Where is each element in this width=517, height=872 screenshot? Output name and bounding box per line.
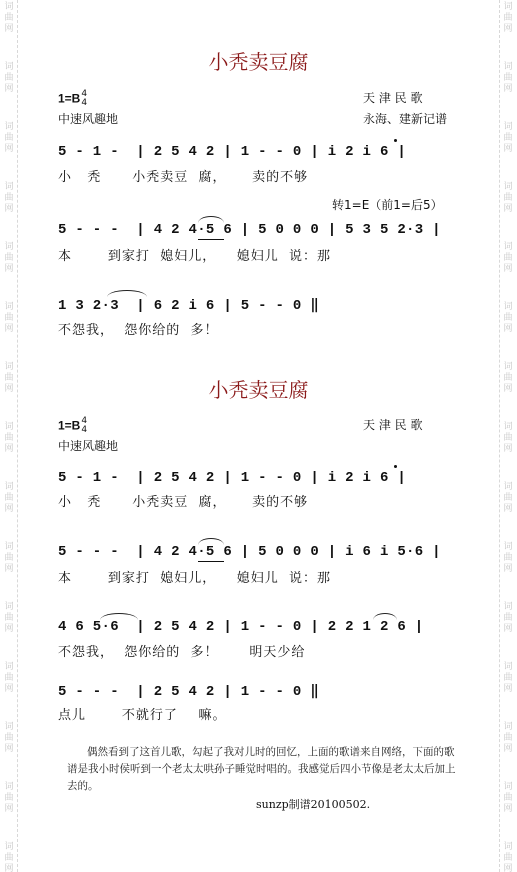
watermark-text: 词 曲 网 [503, 782, 513, 814]
section2-tempo: 中速风趣地 [58, 439, 119, 453]
slur-mark [373, 613, 397, 620]
high-octave-dot [394, 139, 397, 142]
watermark-text: 词 曲 网 [4, 302, 14, 334]
watermark-text: 词 曲 网 [503, 2, 513, 34]
watermark-text: 词 曲 网 [4, 362, 14, 394]
watermark-text: 词 曲 网 [503, 302, 513, 334]
commentary-paragraph [67, 744, 457, 795]
section1-line3-notes: 1 3 2·3 | 6 2 i 6 | 5 - - 0 ‖ [58, 298, 320, 314]
section2-line1-lyrics: 小 秃 小秃卖豆 腐， 卖的不够 [58, 495, 309, 510]
section1-line3-lyrics: 不怨我， 怨你给的 多！ [58, 323, 219, 338]
watermark-text: 词 曲 网 [503, 422, 513, 454]
slur-mark [198, 538, 224, 545]
watermark-text: 词 曲 网 [4, 422, 14, 454]
underline-mark [198, 561, 224, 562]
section2-line4-lyrics: 点儿 不就行了 嘛。 [58, 708, 227, 723]
watermark-text: 词 曲 网 [503, 722, 513, 754]
watermark-text: 词 曲 网 [503, 602, 513, 634]
section1-key-label: 1=B [58, 91, 81, 106]
section1-modulation: 转1=E（前1=后5） [332, 198, 443, 212]
watermark-text: 词 曲 网 [503, 242, 513, 274]
watermark-text: 词 曲 网 [4, 2, 14, 34]
watermark-text: 词 曲 网 [503, 362, 513, 394]
section2-line2-notes: 5 - - - | 4 2 4·5 6 | 5 0 0 0 | i 6 i 5·6 | [58, 544, 441, 560]
section2-line2-lyrics: 本 到家打 媳妇儿， 媳妇儿 说：那 [58, 571, 331, 586]
left-dashed-rule [17, 0, 18, 872]
watermark-text: 词 曲 网 [4, 722, 14, 754]
watermark-text: 词 曲 网 [4, 542, 14, 574]
section1-line2-notes: 5 - - - | 4 2 4·5 6 | 5 0 0 0 | 5 3 5 2·3 | [58, 222, 441, 238]
section1-genre: 天 津 民 歌 [363, 91, 423, 105]
watermark-text: 词 曲 网 [4, 62, 14, 94]
section2-key-signature [58, 417, 87, 435]
section1-time-top: 4 [81, 89, 88, 99]
slur-mark [100, 613, 138, 620]
commentary-text: 偶然看到了这首儿歌，勾起了我对儿时的回忆，上面的歌谱来自网络，下面的歌谱是我小时侯听到一个老太太哄孙子睡觉时唱的。我感觉后四小节像是老太太后加上去的。 [67, 746, 456, 792]
section2-time-signature [81, 417, 87, 435]
watermark-text: 词 曲 网 [503, 842, 513, 872]
watermark-text: 词 曲 网 [4, 242, 14, 274]
underline-mark [198, 239, 224, 240]
watermark-text: 词 曲 网 [503, 662, 513, 694]
section2-line3-notes: 4 6 5·6 | 2 5 4 2 | 1 - - 0 | 2 2 1 2 6 | [58, 619, 424, 635]
section2-time-top: 4 [81, 416, 88, 426]
right-dashed-rule [499, 0, 500, 872]
watermark-text: 词 曲 网 [503, 482, 513, 514]
left-watermark-strip [0, 0, 18, 872]
watermark-text: 词 曲 网 [503, 542, 513, 574]
section1-key-signature [58, 90, 87, 108]
watermark-text: 词 曲 网 [4, 482, 14, 514]
section2-key-label: 1=B [58, 418, 81, 433]
section2-line3-lyrics: 不怨我， 怨你给的 多！ 明天少给 [58, 645, 306, 660]
signature: sunzp制谱20100502. [256, 798, 371, 811]
section1-credit: 永海、建新记谱 [363, 112, 448, 126]
section1-line1-lyrics: 小 秃 小秃卖豆 腐， 卖的不够 [58, 170, 309, 185]
high-octave-dot [394, 465, 397, 468]
section1-title: 小秃卖豆腐 [208, 50, 309, 74]
section1-tempo: 中速风趣地 [58, 112, 119, 126]
right-watermark-strip [499, 0, 517, 872]
section2-title: 小秃卖豆腐 [208, 378, 309, 402]
section2-genre: 天 津 民 歌 [363, 418, 423, 432]
watermark-text: 词 曲 网 [503, 122, 513, 154]
slur-mark [107, 290, 147, 297]
section2-time-bottom: 4 [81, 425, 88, 435]
watermark-text: 词 曲 网 [4, 602, 14, 634]
watermark-text: 词 曲 网 [4, 782, 14, 814]
watermark-text: 词 曲 网 [4, 842, 14, 872]
section2-line4-notes: 5 - - - | 2 5 4 2 | 1 - - 0 ‖ [58, 684, 320, 700]
section1-line1-notes: 5 - 1 - | 2 5 4 2 | 1 - - 0 | i 2 i 6 | [58, 144, 407, 160]
section1-time-bottom: 4 [81, 98, 88, 108]
watermark-text: 词 曲 网 [4, 662, 14, 694]
watermark-text: 词 曲 网 [503, 62, 513, 94]
watermark-text: 词 曲 网 [4, 122, 14, 154]
watermark-text: 词 曲 网 [503, 182, 513, 214]
slur-mark [198, 216, 224, 223]
section1-line2-lyrics: 本 到家打 媳妇儿， 媳妇儿 说：那 [58, 249, 331, 264]
section1-time-signature [81, 90, 87, 108]
section2-line1-notes: 5 - 1 - | 2 5 4 2 | 1 - - 0 | i 2 i 6 | [58, 470, 407, 486]
watermark-text: 词 曲 网 [4, 182, 14, 214]
